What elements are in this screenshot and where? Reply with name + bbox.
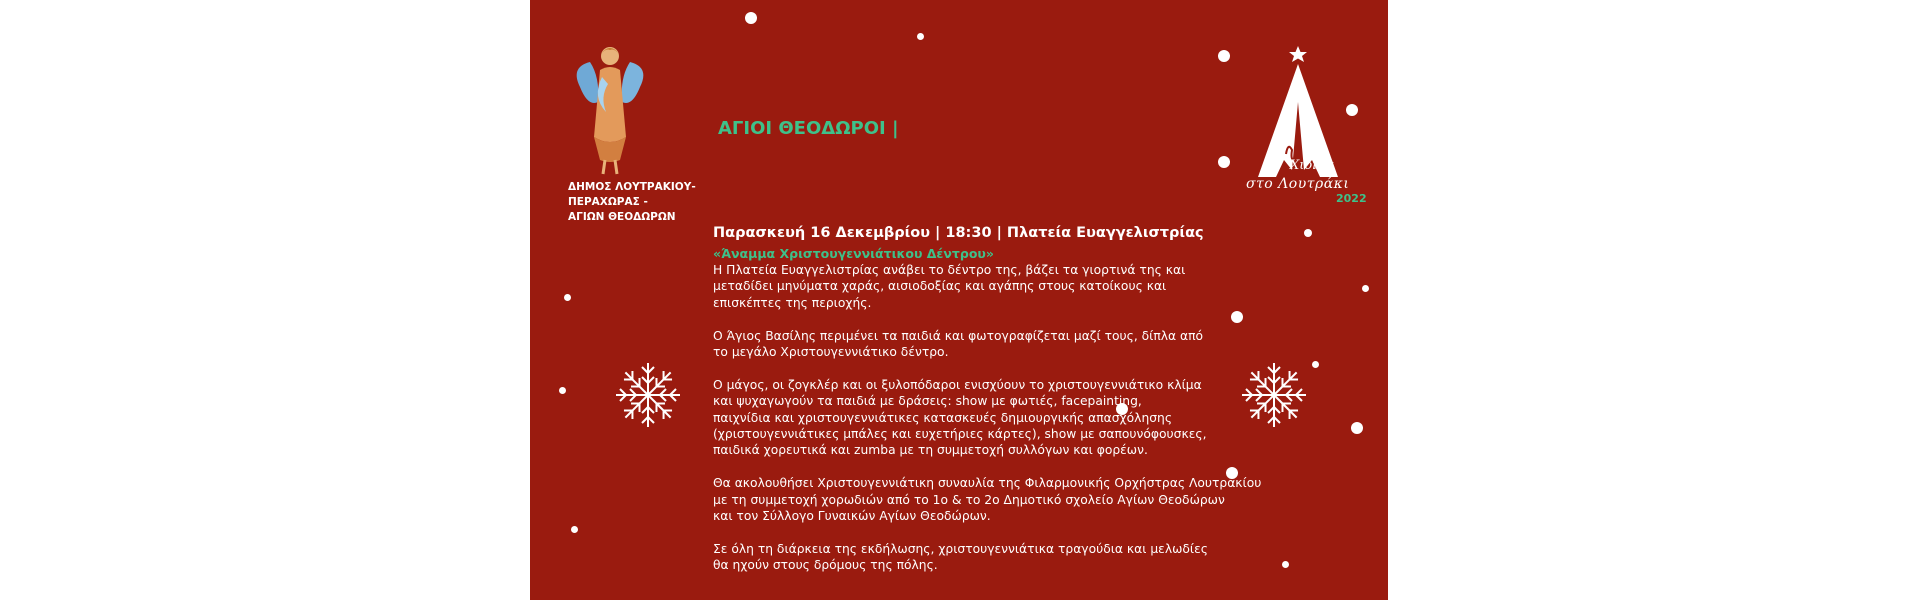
logo-tagline: στο Λουτράκι bbox=[1246, 176, 1350, 192]
angel-emblem-icon bbox=[570, 42, 650, 177]
event-headline: Παρασκευή 16 Δεκεμβρίου | 18:30 | Πλατεία Ευαγγελιστρίας bbox=[713, 225, 1204, 241]
paragraph: Θα ακολουθήσει Χριστουγεννιάτικη συναυλία της Φιλαρμονικής Ορχήστρας Λουτρακίου με τη συμμετοχή χορωδιών από το 1ο & το 2ο Δημοτικό σχολείο Αγίων Θεοδώρων και τον Σύλλογο Γυναικών Αγίων Θεοδώρων. bbox=[713, 476, 1262, 524]
snow-dot bbox=[745, 12, 757, 24]
script-word: Χιόνια bbox=[1290, 158, 1334, 173]
paragraph: Ο Άγιος Βασίλης περιμένει τα παιδιά και φωτογραφίζεται μαζί τους, δίπλα από το μεγάλο Χριστουγεννιάτικο δέντρο. bbox=[713, 328, 1204, 360]
paragraph: Η Πλατεία Ευαγγελιστρίας ανάβει το δέντρο της, βάζει τα γιορτινά της και μεταδίδει μηνύματα χαράς, αισιοδοξίας και αγάπης στους κατοίκους και επισκέπτες της περιοχής. bbox=[713, 263, 1186, 310]
snow-dot bbox=[1312, 361, 1319, 368]
event-description bbox=[713, 262, 1313, 590]
snow-dot bbox=[564, 294, 571, 301]
snowflake-icon bbox=[613, 360, 683, 430]
snow-dot bbox=[1304, 229, 1312, 237]
location-title: ΑΓΙΟΙ ΘΕΟΔΩΡΟΙ | bbox=[718, 118, 899, 139]
snow-dot bbox=[1351, 422, 1363, 434]
logo-year: 2022 bbox=[1336, 192, 1367, 205]
snow-dot bbox=[1362, 285, 1369, 292]
event-title: «Άναμμα Χριστουγεννιάτικου Δέντρου» bbox=[713, 246, 994, 261]
paragraph: Σε όλη τη διάρκεια της εκδήλωσης, χριστουγεννιάτικα τραγούδια και μελωδίες θα ηχούν στους δρόμους της πόλης. bbox=[713, 541, 1208, 573]
snow-dot bbox=[1218, 50, 1230, 62]
snow-dot bbox=[917, 33, 924, 40]
paragraph: Ο μάγος, οι ζογκλέρ και οι ξυλοπόδαροι ενισχύουν το χριστουγεννιάτικο κλίμα και ψυχαγωγούν τα παιδιά με δράσεις: show με φωτιές, facepainting, παιχνίδια και χριστουγεννιάτικες κατασκευές δημιουργικής απασχόλησης (χριστουγεννιάτικες μπάλες και ευχετήριες κάρτες), show με σαπουνόφουσκες, παιδικά χορευτικά και zumba με τη συμμετοχή συλλόγων και φορέων. bbox=[713, 377, 1207, 458]
municipality-name: ΔΗΜΟΣ ΛΟΥΤΡΑΚΙΟΥ- ΠΕΡΑΧΩΡΑΣ - ΑΓΙΩΝ ΘΕΟΔΩΡΩΝ bbox=[568, 181, 696, 223]
event-poster bbox=[530, 0, 1388, 600]
snow-dot bbox=[559, 387, 566, 394]
snow-dot bbox=[571, 526, 578, 533]
snowflake-icon bbox=[1239, 360, 1309, 430]
snow-dot bbox=[1218, 156, 1230, 168]
